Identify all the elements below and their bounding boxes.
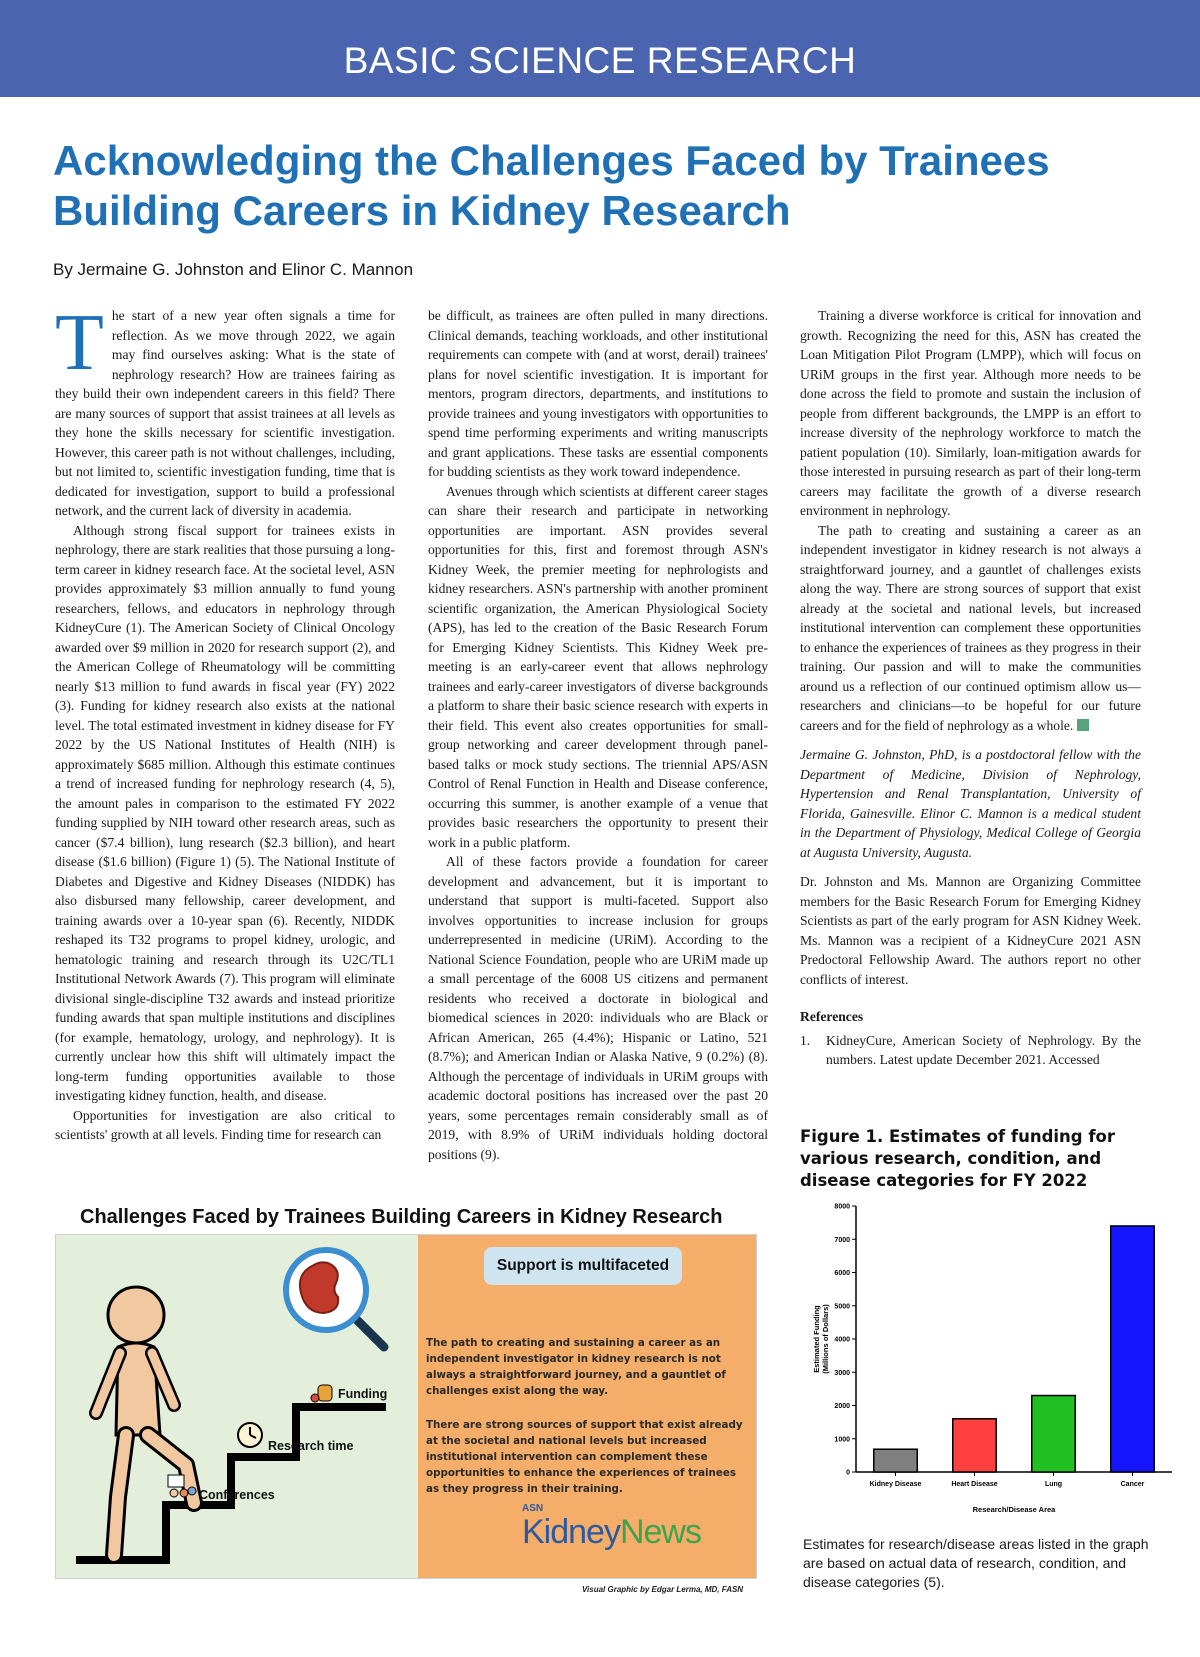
bar <box>1032 1396 1075 1472</box>
article-title-line-2: Building Careers in Kidney Research <box>53 187 791 234</box>
paragraph: Although strong fiscal support for trainees exists in nephrology, there are stark realities that those pursuing a long-term career in kidney research face. At the societal level, ASN provides approximately $3 million annually to fund young researchers, fellows, and educators in nephrology through KidneyCure (1). The American Society of Clinical Oncology awarded over $9 million in 2020 for research support (2), and the American College of Rheumatology will be committing nearly $13 million to fund awards in fiscal year (FY) 2022 (3). Funding for kidney research also exists at the national level. The total estimated investment in kidney disease for FY 2022 by the US National Institutes of Health (NIH) is approximately $685 million. Although this estimate continues a trend of increased funding for nephrology research (4, 5), the amount pales in comparison to the estimated FY 2022 funding supplied by NIH toward other research areas, such as cancer ($7.4 billion), lung research ($2.3 billion), and heart disease ($1.6 billion) (Figure 1) (5). The National Institute of Diabetes and Digestive and Kidney Diseases (NIDDK) has also disbursed many fellowship, career development, and training awards over a 10-year span (6). Recently, NIDDK reshaped its T32 programs to propel kidney, urologic, and hematologic training and research through its U2C/TL1 Institutional Network Awards (7). This program will eliminate divisional single-discipline T32 awards and instead prioritize funding awards that span multiple institutions and disciplines (for example, hematology, urology, and nephrology). It is currently unclear how this shift will ultimately impact the long-term funding opportunities available to those investigating kidney function, health, and disease. <box>55 522 395 1103</box>
reference-text: KidneyCure, American Society of Nephrology. By the numbers. Latest update December 2021. Accessed <box>826 1032 1141 1067</box>
step-label-funding: Funding <box>338 1387 388 1401</box>
asn-logo: ASN <box>522 1503 544 1514</box>
drop-cap: T <box>55 299 104 387</box>
infographic-paragraph-1: The path to creating and sustaining a career as an independent investigator in kidney research is not always a straightforward journey, and a gauntlet of challenges exist along the way. <box>426 1337 726 1397</box>
y-tick-label: 7000 <box>834 1236 850 1244</box>
x-tick-label: Lung <box>1044 1481 1063 1488</box>
bar <box>953 1419 996 1472</box>
paragraph: Opportunities for investigation are also critical to scientists' growth at all levels. Finding time for research can <box>55 1107 395 1142</box>
magnifier-kidney-icon <box>286 1250 384 1347</box>
section-banner <box>0 0 1200 97</box>
end-of-article-mark <box>1077 719 1089 731</box>
infographic <box>55 1234 757 1579</box>
kidney-news-logo-news: News <box>619 1513 701 1551</box>
paragraph <box>800 521 1141 736</box>
x-tick-label: Cancer <box>1120 1481 1145 1488</box>
figure-caption: Figure 1. Estimates of funding for various research, condition, and disease categories for FY 2022 <box>800 1127 1116 1190</box>
y-tick-label: 6000 <box>834 1270 850 1277</box>
y-tick-label: 2000 <box>834 1403 850 1410</box>
x-axis-label: Research/Disease Area <box>972 1505 1056 1514</box>
stairs-illustration <box>56 1235 418 1579</box>
article-column-1 <box>55 299 395 1145</box>
paragraph-text: Training a diverse workforce is critical for innovation and growth. Recognizing the need for this, ASN has created the Loan Mitigation Pilot Program (LMPP), which will focus on URiM groups in the first year. Although more needs to be done across the field to promote and sustain the inclusion of people from different backgrounds, the LMPP is an effort to increase diversity of the nephrology workforce to match the patient population (10). Similarly, loan-mitigation awards for those interested in pursuing research as part of their long-term careers may facilitate the growth of a diverse research environment in nephrology. <box>800 308 1141 518</box>
clock-icon <box>238 1423 262 1447</box>
paragraph-text: The path to creating and sustaining a career as an independent investigator in kidney research is not always a straightforward journey, and a gauntlet of challenges exists along the way. There are strong sources of support that exist already at the societal and national levels, but increased institutional intervention can complement these opportunities to enhance the experiences of trainees as they progress in their training. Our passion and will to make the communities around us a reflection of our continued optimism allow us—researchers and clinicians—to be hopeful for our future careers and for the field of nephrology as a whole. <box>800 522 1141 733</box>
paragraph: Avenues through which scientists at different career stages can share their research and participate in networking opportunities are important. ASN provides several opportunities for this, first and foremost through ASN's Kidney Week, the premier meeting for nephrologists and kidney researchers. ASN's partnership with another prominent scientific organization, the American Physiological Society (APS), has led to the creation of the Basic Research Forum for Emerging Kidney Scientists. This Kidney Week pre-meeting is an early-career event that allows nephrology trainees and early-career investigators of diverse backgrounds a platform to share their basic science research with experts in their field. This event also creates opportunities for small-group networking and career development through panel-based talks or mock study sections. The triennial APS/ASN Control of Renal Function in Health and Disease conference, occurring this summer, is another example of a venue that provides basic researchers the opportunity to present their work in a public platform. <box>428 483 768 850</box>
article-title-line-1: Acknowledging the Challenges Faced by Trainees <box>53 137 1050 184</box>
infographic-title: Challenges Faced by Trainees Building Careers in Kidney Research <box>80 1206 723 1228</box>
section-title: BASIC SCIENCE RESEARCH <box>343 40 857 81</box>
y-tick-label: 4000 <box>834 1336 850 1344</box>
support-pill: Support is multifaceted <box>484 1247 682 1285</box>
infographic-paragraph-2: There are strong sources of support that exist already at the societal and national levels but increased institutional intervention can complement these opportunities to enhance the experiences of trainees as they progress in their training. <box>426 1419 743 1495</box>
x-tick-label: Heart Disease <box>951 1481 998 1488</box>
byline: By Jermaine G. Johnston and Elinor C. Mannon <box>53 260 414 279</box>
kidney-news-logo <box>522 1513 701 1552</box>
x-tick-label: Kidney Disease <box>869 1481 922 1488</box>
author-bio: Jermaine G. Johnston, PhD, is a postdoctoral fellow with the Department of Medicine, Division of Nephrology, Hypertension and Renal Transplantation, University of Florida, Gainesville. Elinor C. Mannon is a medical student in the Department of Physiology, Medical College of Georgia at Augusta University, Augusta. <box>800 747 1141 860</box>
figure-note: Estimates for research/disease areas listed in the graph are based on actual data of research, condition, and disease categories (5). <box>803 1536 1149 1590</box>
article-column-2 <box>428 306 768 1164</box>
y-tick-label: 3000 <box>834 1369 850 1377</box>
y-tick-label: 1000 <box>834 1436 850 1444</box>
step-label-conferences: Conferences <box>199 1488 275 1502</box>
kidney-news-logo-kidney: Kidney <box>522 1513 620 1551</box>
references-heading: References <box>800 1009 864 1024</box>
y-tick-label: 0 <box>846 1469 850 1477</box>
article-title <box>53 136 1173 236</box>
infographic-text-panel <box>418 1235 757 1579</box>
graphic-credit: Visual Graphic by Edgar Lerma, MD, FASN <box>582 1585 744 1594</box>
y-axis-label: Estimated Funding <box>812 1305 821 1373</box>
reference-item <box>800 1031 1141 1070</box>
money-bag-icon <box>311 1385 332 1402</box>
bar <box>1111 1226 1154 1472</box>
y-tick-label: 5000 <box>834 1303 850 1311</box>
paragraph: be difficult, as trainees are often pulled in many directions. Clinical demands, teaching workloads, and other institutional requirements can compete with (and at worst, derail) trainees' plans for novel scientific investigation. It is important for mentors, program directors, departments, and institutions to provide trainees and young investigators with opportunities to spend time performing experiments and writing manuscripts and grant applications. These tasks are essential components for budding scientists as they work toward independence. <box>428 308 768 479</box>
paragraph: All of these factors provide a foundation for career development and advancement, but it is important to understand that support is multi-faceted. Support also involves opportunities to increase inclusion for groups underrepresented in medicine (URiM). According to the National Science Foundation, people who are URiM made up a small percentage of the 6008 US citizens and permanent residents who received a doctorate in biological and biomedical sciences in 2020: individuals who are Black or African American, 265 (4.4%); Hispanic or Latino, 521 (8.7%); and American Indian or Alaska Native, 9 (0.2%) (8). Although the percentage of individuals in URiM groups with academic doctoral positions has increased over the past 20 years, some percentages remain considerably small as of 2019, with 8.9% of URiM individuals holding doctoral positions (9). <box>428 854 768 1162</box>
article-column-3 <box>800 306 1141 1070</box>
y-tick-label: 8000 <box>834 1203 850 1211</box>
paragraph <box>55 299 395 521</box>
y-axis-label-units: (Millions of Dollars) <box>821 1304 830 1374</box>
paragraph <box>800 306 1141 521</box>
disclosure: Dr. Johnston and Ms. Mannon are Organizing Committee members for the Basic Research Forum for Emerging Kidney Scientists as part of the early program for ASN Kidney Week. Ms. Mannon was a recipient of a KidneyCure 2021 ASN Predoctoral Fellowship Award. The authors report no other conflicts of interest. <box>800 874 1141 987</box>
person-head-icon <box>108 1287 164 1343</box>
reference-number: 1. <box>800 1032 811 1048</box>
infographic-illustration-panel <box>56 1235 418 1579</box>
funding-bar-chart <box>800 1200 1180 1530</box>
paragraph-text: he start of a new year often signals a time for reflection. As we move through 2022, we again may find ourselves asking: What is the state of nephrology research? How are trainees fairing as they build their own independent careers in this field? There are many sources of support that assist trainees at all levels as they hone the skills necessary for scientific investigation. However, this career path is not without challenges, including, but not limited to, scientific investigation funding, time that is dedicated for investigation, support to build a professional network, and the current lack of diversity in academia. <box>55 308 395 518</box>
bar <box>874 1449 917 1472</box>
step-label-research-time: Research time <box>268 1439 354 1453</box>
